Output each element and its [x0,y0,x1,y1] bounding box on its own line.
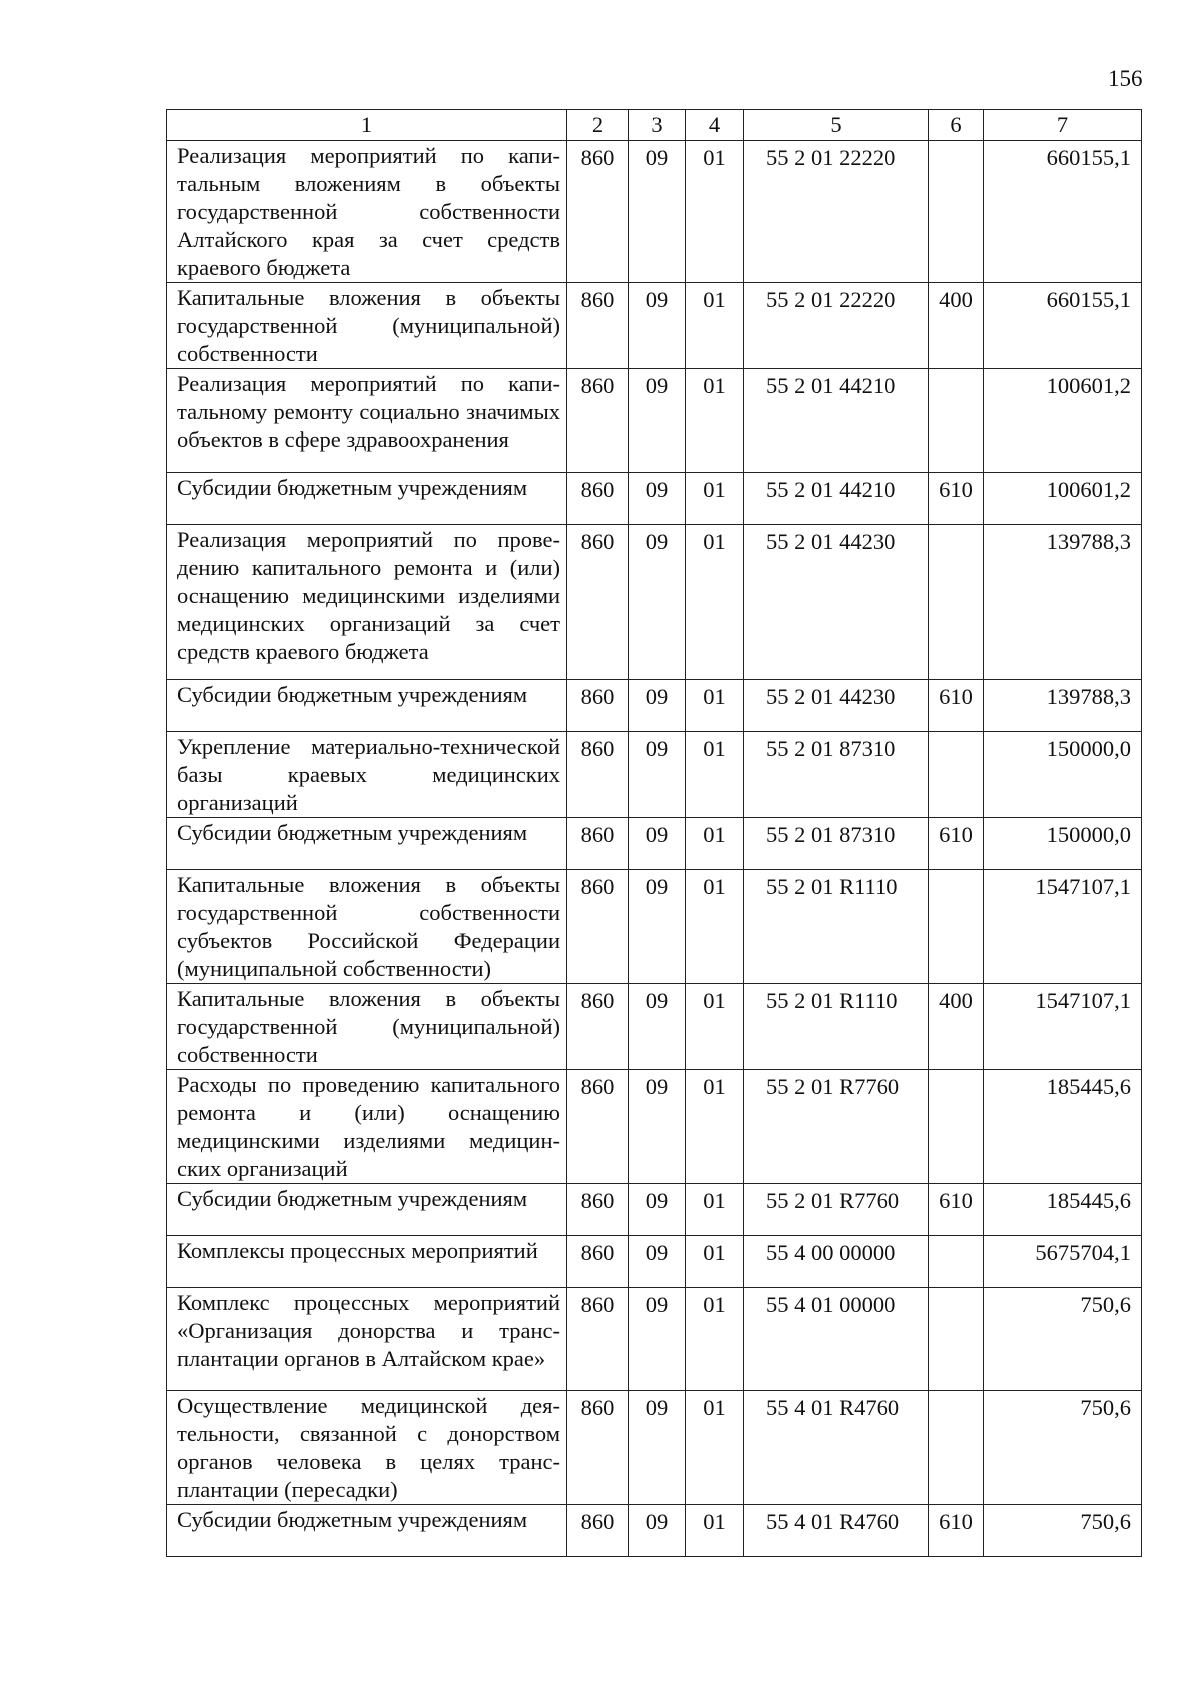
col-header-ministry: 2 [567,110,629,141]
row-subsection-code: 01 [686,525,744,680]
row-expense-type: 610 [929,1184,984,1236]
row-name: Субсидии бюджетным учреждениям [167,818,567,870]
row-section-code: 09 [629,680,686,732]
row-expense-type [929,525,984,680]
table-row [167,1505,1142,1557]
row-subsection-code: 01 [686,732,744,818]
row-expense-type [929,870,984,984]
row-subsection-code: 01 [686,818,744,870]
row-target-code: 55 4 00 00000 [744,1236,929,1288]
row-section-code: 09 [629,525,686,680]
table-body [167,141,1142,1557]
row-ministry-code: 860 [567,369,629,473]
row-name: Расходы по проведению капитального ремонта и (или) оснащению медицинскими изделиями медицинских организаций [167,1070,567,1184]
row-expense-type [929,141,984,283]
table-row [167,870,1142,984]
row-name: Капитальные вложения в объекты государственной (муниципальной) собственности [167,984,567,1070]
row-name: Реализация мероприятий по проведению капитального ремонта и (или) оснащению медицинскими изделиями медицинских организаций за счет средств краевого бюджета [167,525,567,680]
row-ministry-code: 860 [567,1236,629,1288]
table-row [167,141,1142,283]
row-amount: 100601,2 [984,369,1142,473]
row-name: Субсидии бюджетным учреждениям [167,680,567,732]
table-row [167,525,1142,680]
row-target-code: 55 4 01 R4760 [744,1505,929,1557]
row-target-code: 55 2 01 22220 [744,141,929,283]
row-amount: 750,6 [984,1288,1142,1391]
row-target-code: 55 2 01 R1110 [744,870,929,984]
table-row [167,1070,1142,1184]
row-expense-type [929,1236,984,1288]
row-subsection-code: 01 [686,1070,744,1184]
row-target-code: 55 2 01 44230 [744,680,929,732]
row-amount: 750,6 [984,1391,1142,1505]
row-subsection-code: 01 [686,1391,744,1505]
col-header-subsection: 4 [686,110,744,141]
row-name: Укрепление материально-технической базы краевых медицинских организаций [167,732,567,818]
row-subsection-code: 01 [686,680,744,732]
row-amount: 660155,1 [984,141,1142,283]
row-expense-type: 610 [929,1505,984,1557]
row-expense-type [929,1070,984,1184]
row-section-code: 09 [629,1070,686,1184]
col-header-expense-type: 6 [929,110,984,141]
budget-table [166,109,1142,1557]
row-subsection-code: 01 [686,984,744,1070]
row-target-code: 55 4 01 R4760 [744,1391,929,1505]
row-target-code: 55 2 01 R1110 [744,984,929,1070]
row-section-code: 09 [629,369,686,473]
row-target-code: 55 4 01 00000 [744,1288,929,1391]
row-name: Капитальные вложения в объекты государственной собственности субъектов Российской Федерации (муниципальной собственности) [167,870,567,984]
row-name: Субсидии бюджетным учреждениям [167,473,567,525]
row-ministry-code: 860 [567,1391,629,1505]
row-amount: 150000,0 [984,818,1142,870]
table-row [167,1236,1142,1288]
table-row [167,680,1142,732]
row-expense-type: 610 [929,680,984,732]
row-section-code: 09 [629,1236,686,1288]
row-target-code: 55 2 01 87310 [744,732,929,818]
table-row [167,818,1142,870]
row-ministry-code: 860 [567,1288,629,1391]
row-subsection-code: 01 [686,1184,744,1236]
row-subsection-code: 01 [686,473,744,525]
row-expense-type [929,1288,984,1391]
row-expense-type [929,732,984,818]
row-name: Осуществление медицинской деятельности, связанной с донорством органов человека в целях трансплантации (пересадки) [167,1391,567,1505]
row-amount: 100601,2 [984,473,1142,525]
table-row [167,1184,1142,1236]
row-amount: 150000,0 [984,732,1142,818]
col-header-section: 3 [629,110,686,141]
row-ministry-code: 860 [567,870,629,984]
row-amount: 1547107,1 [984,870,1142,984]
row-amount: 139788,3 [984,680,1142,732]
row-target-code: 55 2 01 R7760 [744,1184,929,1236]
row-subsection-code: 01 [686,870,744,984]
row-section-code: 09 [629,984,686,1070]
row-ministry-code: 860 [567,984,629,1070]
row-amount: 5675704,1 [984,1236,1142,1288]
row-ministry-code: 860 [567,525,629,680]
row-section-code: 09 [629,1184,686,1236]
table-row [167,283,1142,369]
row-section-code: 09 [629,732,686,818]
row-section-code: 09 [629,1505,686,1557]
row-amount: 139788,3 [984,525,1142,680]
row-target-code: 55 2 01 87310 [744,818,929,870]
table-row [167,1288,1142,1391]
header-row [167,110,1142,141]
row-ministry-code: 860 [567,1184,629,1236]
row-subsection-code: 01 [686,283,744,369]
table-row [167,984,1142,1070]
row-name: Реализация мероприятий по капитальным вложениям в объекты государственной собственности Алтайского края за счет средств краевого бюджета [167,141,567,283]
table-row [167,1391,1142,1505]
row-ministry-code: 860 [567,283,629,369]
row-ministry-code: 860 [567,141,629,283]
row-name: Капитальные вложения в объекты государственной (муниципальной) собственности [167,283,567,369]
col-header-target: 5 [744,110,929,141]
row-ministry-code: 860 [567,732,629,818]
row-target-code: 55 2 01 22220 [744,283,929,369]
row-section-code: 09 [629,1391,686,1505]
row-amount: 185445,6 [984,1070,1142,1184]
row-amount: 185445,6 [984,1184,1142,1236]
row-expense-type: 610 [929,818,984,870]
row-expense-type [929,369,984,473]
row-subsection-code: 01 [686,1505,744,1557]
row-section-code: 09 [629,141,686,283]
row-ministry-code: 860 [567,818,629,870]
row-ministry-code: 860 [567,1070,629,1184]
row-name: Комплекс процессных мероприятий «Организация донорства и трансплантации органов в Алтайском крае» [167,1288,567,1391]
row-ministry-code: 860 [567,1505,629,1557]
row-target-code: 55 2 01 44230 [744,525,929,680]
row-section-code: 09 [629,283,686,369]
row-target-code: 55 2 01 44210 [744,369,929,473]
table-row [167,732,1142,818]
row-name: Реализация мероприятий по капитальному ремонту социально значимых объектов в сфере здравоохранения [167,369,567,473]
row-name: Комплексы процессных мероприятий [167,1236,567,1288]
row-ministry-code: 860 [567,473,629,525]
row-section-code: 09 [629,870,686,984]
row-expense-type: 610 [929,473,984,525]
row-subsection-code: 01 [686,1288,744,1391]
page-number: 156 [1108,66,1143,91]
row-name: Субсидии бюджетным учреждениям [167,1505,567,1557]
col-header-name: 1 [167,110,567,141]
row-section-code: 09 [629,1288,686,1391]
row-target-code: 55 2 01 R7760 [744,1070,929,1184]
row-expense-type: 400 [929,984,984,1070]
row-name: Субсидии бюджетным учреждениям [167,1184,567,1236]
row-subsection-code: 01 [686,369,744,473]
table-row [167,473,1142,525]
row-amount: 660155,1 [984,283,1142,369]
table-row [167,369,1142,473]
row-subsection-code: 01 [686,1236,744,1288]
row-amount: 750,6 [984,1505,1142,1557]
row-section-code: 09 [629,473,686,525]
col-header-amount: 7 [984,110,1142,141]
row-amount: 1547107,1 [984,984,1142,1070]
row-expense-type [929,1391,984,1505]
row-expense-type: 400 [929,283,984,369]
row-subsection-code: 01 [686,141,744,283]
row-section-code: 09 [629,818,686,870]
row-target-code: 55 2 01 44210 [744,473,929,525]
row-ministry-code: 860 [567,680,629,732]
